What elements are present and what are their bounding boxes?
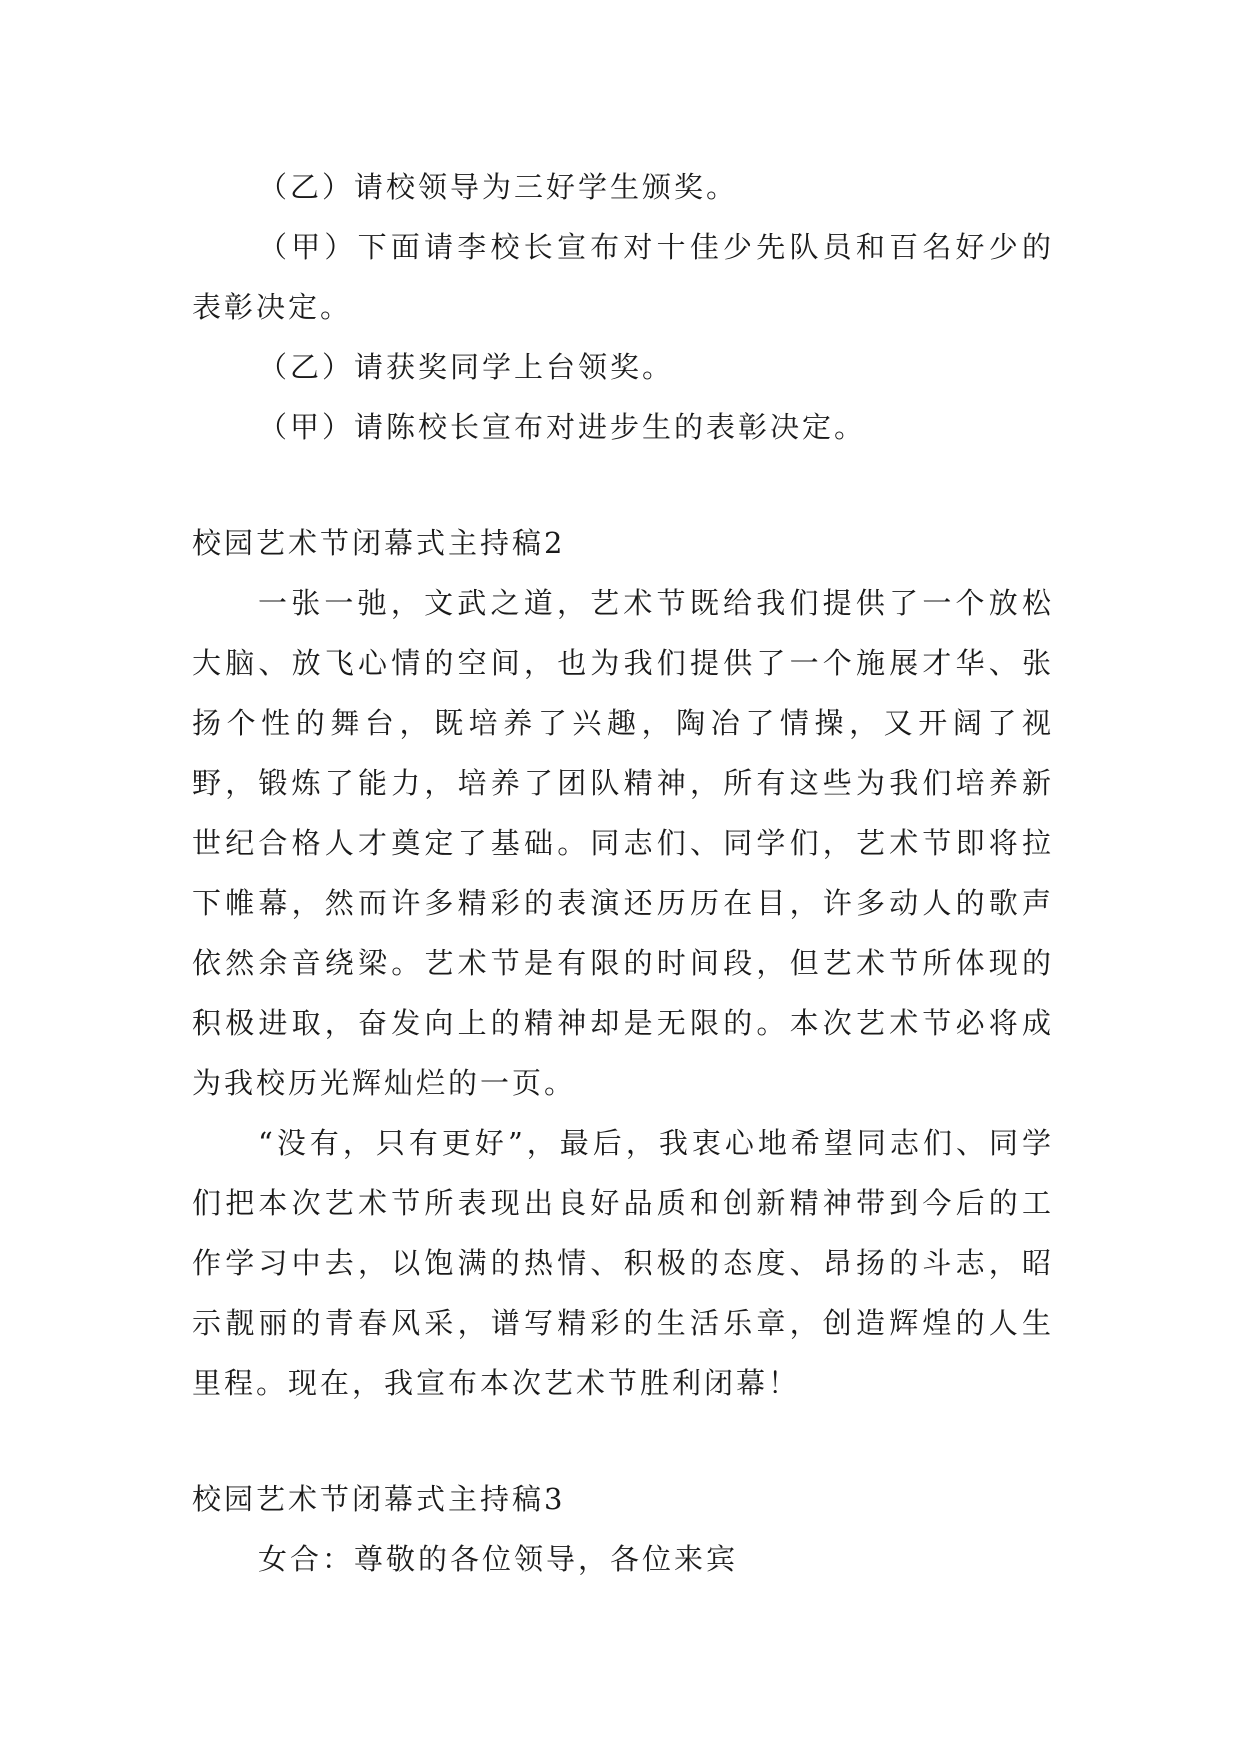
section-gap [192, 1413, 1054, 1469]
paragraph-progress-students: （甲）请陈校长宣布对进步生的表彰决定。 [258, 410, 867, 444]
section-gap [192, 457, 1054, 513]
document-page [192, 157, 1054, 1589]
section-title-3: 校园艺术节闭幕式主持稿3 [192, 1482, 566, 1516]
paragraph-female-chorus-greeting: 女合：尊敬的各位领导，各位来宾 [258, 1542, 739, 1576]
paragraph-closing-declaration: “没有，只有更好”，最后，我衷心地希望同志们、同学们把本次艺术节所表现出良好品质和创新精神带到今后的工作学习中去，以饱满的热情、积极的态度、昂扬的斗志，昭示靓丽的青春风采，谱写精彩的生活乐章，创造辉煌的人生里程。现在，我宣布本次艺术节胜利闭幕！ [192, 1126, 1054, 1400]
section-title-2: 校园艺术节闭幕式主持稿2 [192, 526, 566, 560]
paragraph-award-three-good: （乙）请校领导为三好学生颁奖。 [258, 170, 739, 204]
paragraph-winners-on-stage: （乙）请获奖同学上台领奖。 [258, 350, 675, 384]
paragraph-art-festival-speech: 一张一弛，文武之道，艺术节既给我们提供了一个放松大脑、放飞心情的空间，也为我们提供了一个施展才华、张扬个性的舞台，既培养了兴趣，陶冶了情操，又开阔了视野，锻炼了能力，培养了团队精神，所有这些为我们培养新世纪合格人才奠定了基础。同志们、同学们，艺术节即将拉下帷幕，然而许多精彩的表演还历历在目，许多动人的歌声依然余音绕梁。艺术节是有限的时间段，但艺术节所体现的积极进取，奋发向上的精神却是无限的。本次艺术节必将成为我校历光辉灿烂的一页。 [192, 586, 1054, 1100]
paragraph-announce-commendation: （甲）下面请李校长宣布对十佳少先队员和百名好少的表彰决定。 [192, 230, 1054, 324]
